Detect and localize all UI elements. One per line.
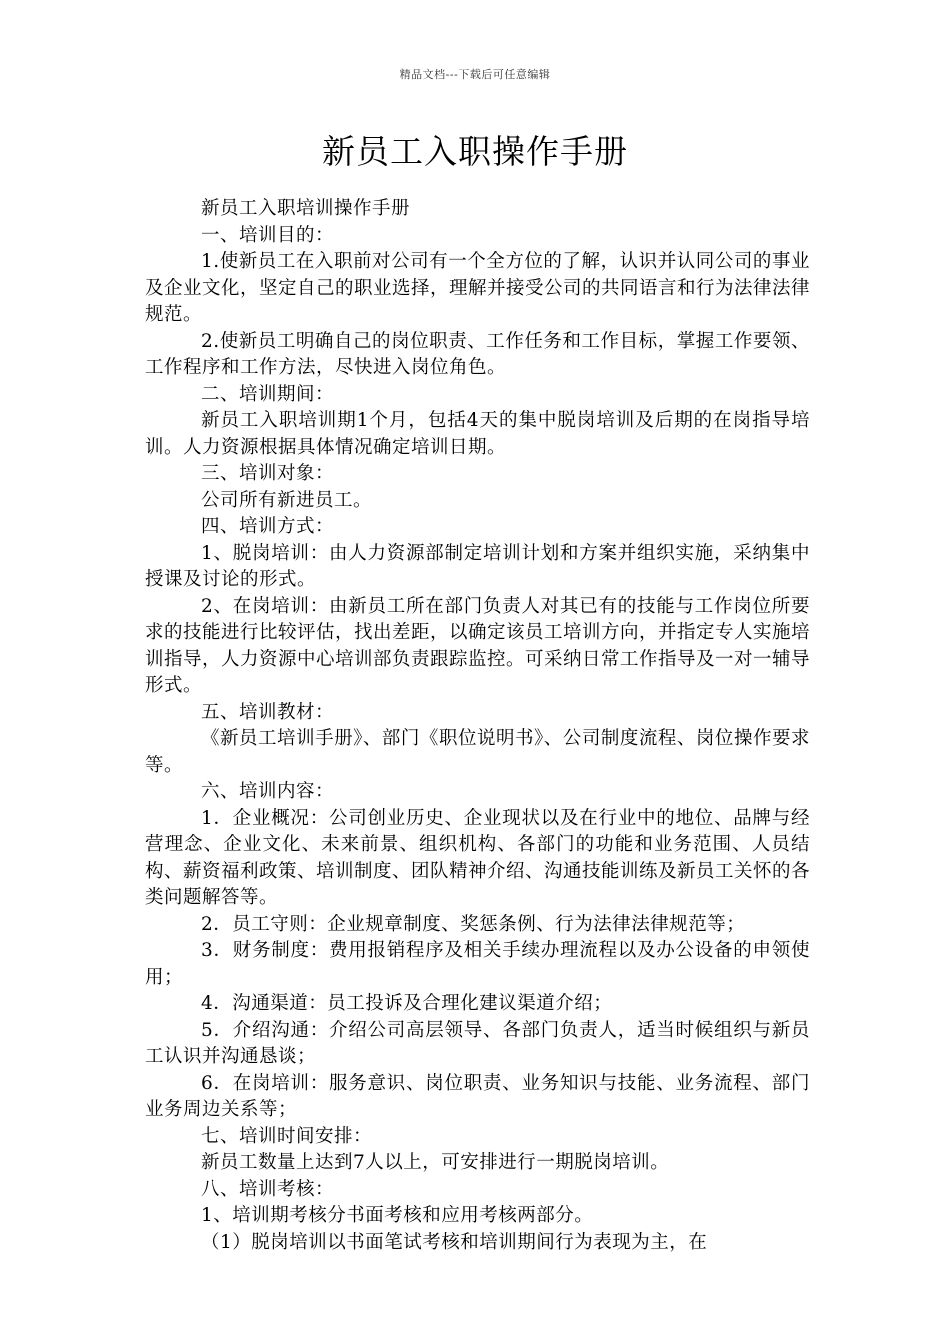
paragraph: 6．在岗培训：服务意识、岗位职责、业务知识与技能、业务流程、部门业务周边关系等； <box>145 1072 810 1120</box>
paragraph: 1、脱岗培训：由人力资源部制定培训计划和方案并组织实施，采纳集中授课及讨论的形式。 <box>145 542 810 590</box>
paragraph: 1．企业概况：公司创业历史、企业现状以及在行业中的地位、品牌与经营理念、企业文化、未来前景、组织机构、各部门的功能和业务范围、人员结构、薪资福利政策、培训制度、团队精神介绍、沟通技能训练及新员工关怀的各类问题解答等。 <box>145 807 811 908</box>
paragraph: 《新员工培训手册》、部门《职位说明书》、公司制度流程、岗位操作要求等。 <box>145 728 810 776</box>
paragraph: 2.使新员工明确自己的岗位职责、工作任务和工作目标，掌握工作要领、工作程序和工作方法，尽快进入岗位角色。 <box>145 330 810 378</box>
paragraph: 1、培训期考核分书面考核和应用考核两部分。 <box>201 1205 594 1226</box>
paragraph: 新员工入职培训期1个月，包括4天的集中脱岗培训及后期的在岗指导培训。人力资源根据具体情况确定培训日期。 <box>145 410 810 458</box>
paragraph: 公司所有新进员工。 <box>201 489 373 511</box>
section-heading: 二、培训期间： <box>201 383 335 405</box>
paragraph: 新员工入职培训操作手册 <box>201 198 411 219</box>
section-heading: 五、培训教材： <box>201 701 335 723</box>
section-heading: 六、培训内容： <box>201 781 335 802</box>
paragraph: （1）脱岗培训以书面笔试考核和培训期间行为表现为主，在 <box>201 1231 708 1253</box>
section-heading: 四、培训方式： <box>201 516 335 537</box>
document-title: 新员工入职操作手册 <box>322 132 628 171</box>
document-body <box>145 196 810 1256</box>
section-heading: 八、培训考核： <box>201 1178 335 1200</box>
paragraph: 新员工数量上达到7人以上，可安排进行一期脱岗培训。 <box>201 1152 670 1173</box>
paragraph: 4．沟通渠道：员工投诉及合理化建议渠道介绍； <box>201 993 613 1014</box>
section-heading: 七、培训时间安排： <box>201 1125 373 1147</box>
section-heading: 三、培训对象： <box>201 463 335 484</box>
paragraph: 3．财务制度：费用报销程序及相关手续办理流程以及办公设备的申领使用； <box>145 940 810 988</box>
paragraph: 1.使新员工在入职前对公司有一个全方位的了解，认识并认同公司的事业及企业文化，坚定自己的职业选择，理解并接受公司的共同语言和行为法律法律规范。 <box>145 251 811 325</box>
header-note: 精品文档---下载后可任意编辑 <box>399 68 551 81</box>
paragraph: 2、在岗培训：由新员工所在部门负责人对其已有的技能与工作岗位所要求的技能进行比较评估，找出差距，以确定该员工培训方向，并指定专人实施培训指导，人力资源中心培训部负责跟踪监控。可采纳日常工作指导及一对一辅导形式。 <box>145 595 811 696</box>
paragraph: 5．介绍沟通：介绍公司高层领导、各部门负责人，适当时候组织与新员工认识并沟通恳谈； <box>145 1019 810 1067</box>
paragraph: 2．员工守则：企业规章制度、奖惩条例、行为法律法律规范等； <box>201 913 746 935</box>
section-heading: 一、培训目的： <box>201 224 335 246</box>
